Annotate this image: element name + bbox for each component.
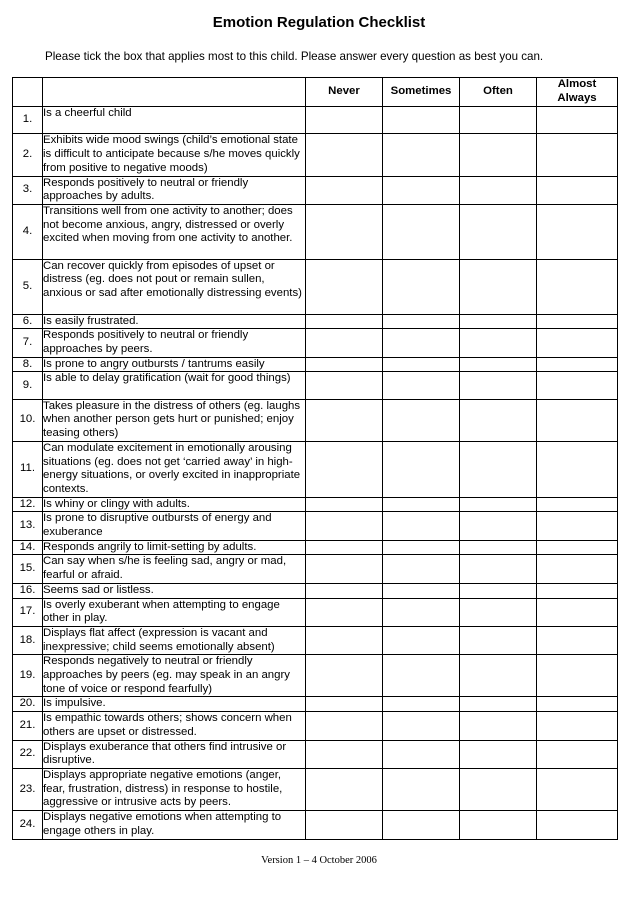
tick-box-sometimes[interactable] xyxy=(383,540,460,555)
tick-box-almost-always[interactable] xyxy=(537,598,618,626)
tick-box-often[interactable] xyxy=(460,583,537,598)
tick-box-sometimes[interactable] xyxy=(383,740,460,768)
tick-box-never[interactable] xyxy=(306,811,383,839)
checklist-row xyxy=(13,134,618,176)
checklist-row xyxy=(13,768,618,810)
item-description: Responds angrily to limit-setting by adults. xyxy=(43,540,306,555)
tick-box-sometimes[interactable] xyxy=(383,497,460,512)
item-description: Responds positively to neutral or friendly approaches by adults. xyxy=(43,176,306,204)
tick-box-often[interactable] xyxy=(460,655,537,697)
checklist-row xyxy=(13,176,618,204)
item-number: 11. xyxy=(13,441,43,497)
tick-box-almost-always[interactable] xyxy=(537,134,618,176)
item-number: 12. xyxy=(13,497,43,512)
header-description xyxy=(43,78,306,107)
checklist-row xyxy=(13,598,618,626)
item-description: Displays negative emotions when attempting to engage others in play. xyxy=(43,811,306,839)
tick-box-often[interactable] xyxy=(460,314,537,329)
tick-box-sometimes[interactable] xyxy=(383,512,460,540)
item-number: 1. xyxy=(13,107,43,134)
tick-box-never[interactable] xyxy=(306,768,383,810)
tick-box-sometimes[interactable] xyxy=(383,555,460,583)
tick-box-often[interactable] xyxy=(460,107,537,134)
item-number: 10. xyxy=(13,399,43,441)
tick-box-sometimes[interactable] xyxy=(383,314,460,329)
tick-box-almost-always[interactable] xyxy=(537,583,618,598)
item-number: 23. xyxy=(13,768,43,810)
tick-box-almost-always[interactable] xyxy=(537,357,618,372)
checklist-row xyxy=(13,583,618,598)
checklist-row xyxy=(13,329,618,357)
tick-box-never[interactable] xyxy=(306,399,383,441)
item-number: 4. xyxy=(13,204,43,259)
tick-box-sometimes[interactable] xyxy=(383,107,460,134)
item-number: 2. xyxy=(13,134,43,176)
tick-box-almost-always[interactable] xyxy=(537,512,618,540)
tick-box-almost-always[interactable] xyxy=(537,259,618,314)
tick-box-almost-always[interactable] xyxy=(537,811,618,839)
tick-box-sometimes[interactable] xyxy=(383,204,460,259)
tick-box-often[interactable] xyxy=(460,598,537,626)
tick-box-never[interactable] xyxy=(306,259,383,314)
tick-box-almost-always[interactable] xyxy=(537,399,618,441)
item-number: 18. xyxy=(13,626,43,654)
tick-box-often[interactable] xyxy=(460,740,537,768)
tick-box-never[interactable] xyxy=(306,134,383,176)
tick-box-often[interactable] xyxy=(460,811,537,839)
item-description: Is whiny or clingy with adults. xyxy=(43,497,306,512)
tick-box-sometimes[interactable] xyxy=(383,357,460,372)
header-number xyxy=(13,78,43,107)
header-often: Often xyxy=(460,78,537,107)
item-number: 6. xyxy=(13,314,43,329)
tick-box-sometimes[interactable] xyxy=(383,598,460,626)
item-number: 22. xyxy=(13,740,43,768)
tick-box-often[interactable] xyxy=(460,540,537,555)
tick-box-almost-always[interactable] xyxy=(537,740,618,768)
checklist-row xyxy=(13,740,618,768)
item-description: Responds negatively to neutral or friendly approaches by peers (eg. may speak in an angry tone of voice or respond fearfully) xyxy=(43,655,306,697)
item-description: Is a cheerful child xyxy=(43,107,306,134)
item-description: Responds positively to neutral or friendly approaches by peers. xyxy=(43,329,306,357)
item-description: Is overly exuberant when attempting to engage other in play. xyxy=(43,598,306,626)
tick-box-never[interactable] xyxy=(306,314,383,329)
item-number: 3. xyxy=(13,176,43,204)
tick-box-almost-always[interactable] xyxy=(537,655,618,697)
tick-box-almost-always[interactable] xyxy=(537,540,618,555)
version-footer: Version 1 – 4 October 2006 xyxy=(261,855,377,866)
checklist-row xyxy=(13,372,618,399)
tick-box-sometimes[interactable] xyxy=(383,259,460,314)
tick-box-almost-always[interactable] xyxy=(537,176,618,204)
item-number: 14. xyxy=(13,540,43,555)
tick-box-often[interactable] xyxy=(460,555,537,583)
tick-box-almost-always[interactable] xyxy=(537,697,618,712)
tick-box-sometimes[interactable] xyxy=(383,626,460,654)
tick-box-never[interactable] xyxy=(306,441,383,497)
tick-box-sometimes[interactable] xyxy=(383,134,460,176)
item-number: 8. xyxy=(13,357,43,372)
instructions-text: Please tick the box that applies most to this child. Please answer every question as best you can. xyxy=(45,50,544,63)
item-description: Can recover quickly from episodes of upset or distress (eg. does not pout or remain sullen, anxious or sad after emotionally distressing events) xyxy=(43,259,306,314)
tick-box-never[interactable] xyxy=(306,555,383,583)
tick-box-often[interactable] xyxy=(460,357,537,372)
tick-box-almost-always[interactable] xyxy=(537,107,618,134)
item-description: Displays exuberance that others find intrusive or disruptive. xyxy=(43,740,306,768)
checklist-row xyxy=(13,811,618,839)
item-description: Displays flat affect (expression is vacant and inexpressive; child seems emotionally absent) xyxy=(43,626,306,654)
item-description: Is prone to angry outbursts / tantrums easily xyxy=(43,357,306,372)
page-title: Emotion Regulation Checklist xyxy=(212,14,426,31)
header-sometimes: Sometimes xyxy=(383,78,460,107)
item-description: Can say when s/he is feeling sad, angry or mad, fearful or afraid. xyxy=(43,555,306,583)
tick-box-never[interactable] xyxy=(306,655,383,697)
item-description: Is impulsive. xyxy=(43,697,306,712)
item-description: Is able to delay gratification (wait for good things) xyxy=(43,372,306,399)
tick-box-often[interactable] xyxy=(460,512,537,540)
checklist-row xyxy=(13,497,618,512)
tick-box-never[interactable] xyxy=(306,697,383,712)
tick-box-often[interactable] xyxy=(460,259,537,314)
tick-box-never[interactable] xyxy=(306,540,383,555)
checklist-row xyxy=(13,540,618,555)
tick-box-almost-always[interactable] xyxy=(537,329,618,357)
tick-box-almost-always[interactable] xyxy=(537,626,618,654)
tick-box-sometimes[interactable] xyxy=(383,655,460,697)
item-description: Displays appropriate negative emotions (anger, fear, frustration, distress) in response to hostile, aggressive or intrusive acts by peers. xyxy=(43,768,306,810)
tick-box-often[interactable] xyxy=(460,768,537,810)
checklist-row xyxy=(13,712,618,740)
tick-box-never[interactable] xyxy=(306,626,383,654)
tick-box-almost-always[interactable] xyxy=(537,497,618,512)
tick-box-often[interactable] xyxy=(460,441,537,497)
item-number: 21. xyxy=(13,712,43,740)
item-description: Is prone to disruptive outbursts of energy and exuberance xyxy=(43,512,306,540)
tick-box-sometimes[interactable] xyxy=(383,712,460,740)
item-number: 17. xyxy=(13,598,43,626)
item-description: Can modulate excitement in emotionally arousing situations (eg. does not get ‘carried away’ in high-energy situations, or overly excited in inappropriate contexts. xyxy=(43,441,306,497)
checklist-row xyxy=(13,555,618,583)
tick-box-sometimes[interactable] xyxy=(383,583,460,598)
checklist-body xyxy=(13,107,618,840)
tick-box-never[interactable] xyxy=(306,372,383,399)
tick-box-almost-always[interactable] xyxy=(537,204,618,259)
tick-box-almost-always[interactable] xyxy=(537,712,618,740)
item-description: Exhibits wide mood swings (child’s emotional state is difficult to anticipate because s/he moves quickly from positive to negative moods) xyxy=(43,134,306,176)
tick-box-almost-always[interactable] xyxy=(537,768,618,810)
tick-box-never[interactable] xyxy=(306,176,383,204)
item-number: 13. xyxy=(13,512,43,540)
checklist-row xyxy=(13,314,618,329)
tick-box-often[interactable] xyxy=(460,176,537,204)
item-number: 19. xyxy=(13,655,43,697)
item-number: 9. xyxy=(13,372,43,399)
tick-box-never[interactable] xyxy=(306,512,383,540)
tick-box-sometimes[interactable] xyxy=(383,697,460,712)
tick-box-sometimes[interactable] xyxy=(383,811,460,839)
item-number: 7. xyxy=(13,329,43,357)
item-description: Is easily frustrated. xyxy=(43,314,306,329)
header-almost-always: Almost Always xyxy=(537,78,618,107)
tick-box-never[interactable] xyxy=(306,740,383,768)
tick-box-sometimes[interactable] xyxy=(383,768,460,810)
checklist-row xyxy=(13,655,618,697)
item-number: 20. xyxy=(13,697,43,712)
checklist-row xyxy=(13,259,618,314)
header-never: Never xyxy=(306,78,383,107)
tick-box-never[interactable] xyxy=(306,204,383,259)
item-description: Is empathic towards others; shows concern when others are upset or distressed. xyxy=(43,712,306,740)
item-description: Takes pleasure in the distress of others (eg. laughs when another person gets hurt or punished; enjoy teasing others) xyxy=(43,399,306,441)
tick-box-never[interactable] xyxy=(306,357,383,372)
tick-box-often[interactable] xyxy=(460,497,537,512)
tick-box-never[interactable] xyxy=(306,497,383,512)
tick-box-often[interactable] xyxy=(460,697,537,712)
tick-box-never[interactable] xyxy=(306,598,383,626)
tick-box-often[interactable] xyxy=(460,329,537,357)
header-row xyxy=(13,78,618,107)
tick-box-often[interactable] xyxy=(460,712,537,740)
tick-box-never[interactable] xyxy=(306,107,383,134)
tick-box-often[interactable] xyxy=(460,372,537,399)
checklist-row xyxy=(13,697,618,712)
item-description: Seems sad or listless. xyxy=(43,583,306,598)
tick-box-sometimes[interactable] xyxy=(383,176,460,204)
checklist-row xyxy=(13,626,618,654)
item-number: 16. xyxy=(13,583,43,598)
tick-box-never[interactable] xyxy=(306,583,383,598)
checklist-row xyxy=(13,204,618,259)
checklist-row xyxy=(13,512,618,540)
tick-box-never[interactable] xyxy=(306,329,383,357)
tick-box-sometimes[interactable] xyxy=(383,329,460,357)
item-number: 24. xyxy=(13,811,43,839)
tick-box-often[interactable] xyxy=(460,134,537,176)
tick-box-often[interactable] xyxy=(460,626,537,654)
item-number: 5. xyxy=(13,259,43,314)
tick-box-sometimes[interactable] xyxy=(383,441,460,497)
item-description: Transitions well from one activity to another; does not become anxious, angry, distressed or overly excited when moving from one activity to another. xyxy=(43,204,306,259)
tick-box-almost-always[interactable] xyxy=(537,555,618,583)
checklist-row xyxy=(13,357,618,372)
tick-box-almost-always[interactable] xyxy=(537,441,618,497)
checklist-row xyxy=(13,107,618,134)
checklist-row xyxy=(13,441,618,497)
checklist-row xyxy=(13,399,618,441)
tick-box-often[interactable] xyxy=(460,204,537,259)
tick-box-never[interactable] xyxy=(306,712,383,740)
tick-box-sometimes[interactable] xyxy=(383,372,460,399)
tick-box-almost-always[interactable] xyxy=(537,314,618,329)
tick-box-often[interactable] xyxy=(460,399,537,441)
checklist-table xyxy=(12,77,618,840)
tick-box-sometimes[interactable] xyxy=(383,399,460,441)
tick-box-almost-always[interactable] xyxy=(537,372,618,399)
item-number: 15. xyxy=(13,555,43,583)
